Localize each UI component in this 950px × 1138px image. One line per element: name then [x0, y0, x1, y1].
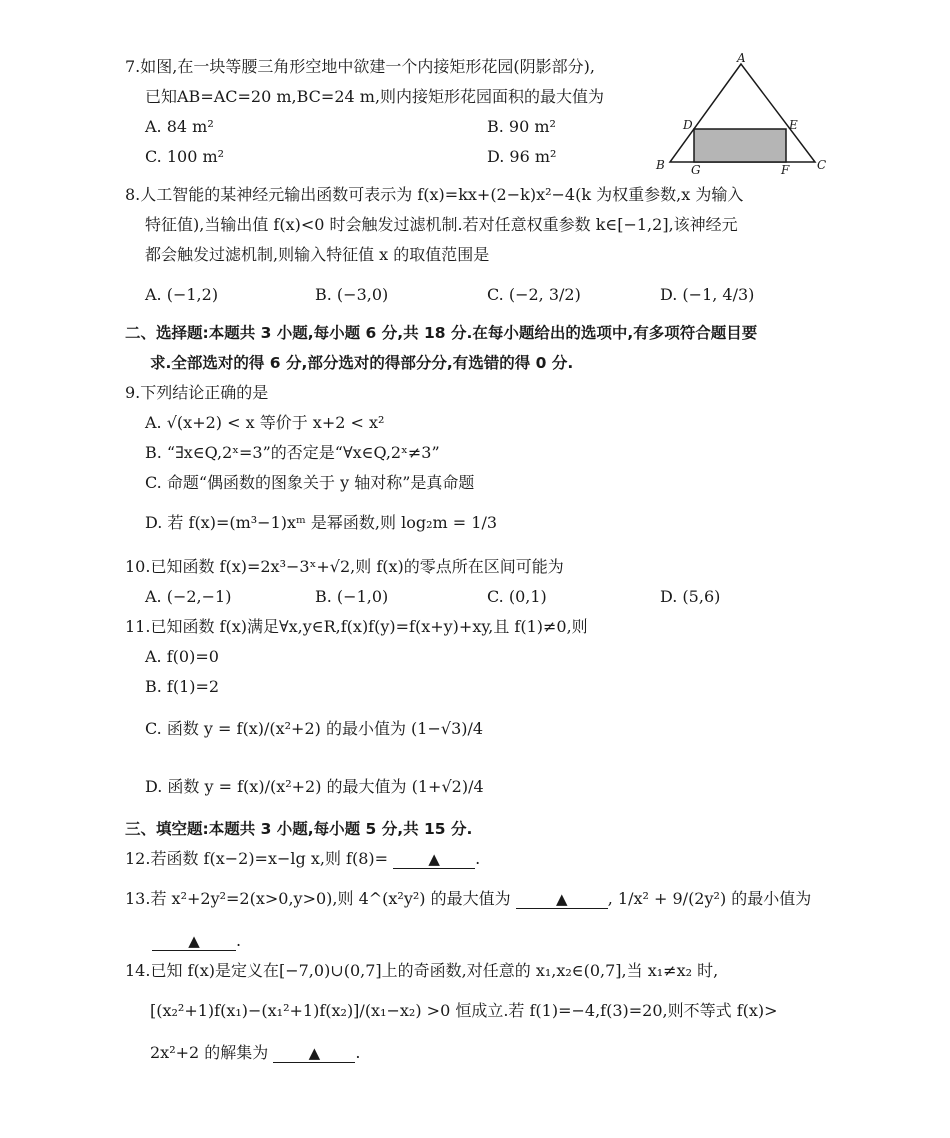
q8-option-a: A. (−1,2) — [145, 285, 219, 304]
q8-line3: 都会触发过滤机制,则输入特征值 x 的取值范围是 — [145, 245, 490, 264]
section3-heading: 三、填空题:本题共 3 小题,每小题 5 分,共 15 分. — [125, 820, 473, 838]
label-b: B — [656, 158, 665, 172]
triangle-marker-icon: ▲ — [555, 890, 568, 908]
q10-option-b: B. (−1,0) — [315, 587, 389, 606]
q10-stem: 10.已知函数 f(x)=2x³−3ˣ+√2,则 f(x)的零点所在区间可能为 — [125, 557, 564, 576]
shaded-rectangle — [694, 129, 786, 162]
q13-line2: ▲ . — [152, 930, 241, 952]
section2-heading-line2: 求.全部选对的得 6 分,部分选对的得部分分,有选错的得 0 分. — [150, 354, 574, 372]
q13-text: 13.若 x²+2y²=2(x>0,y>0),则 4^(x²y²) 的最大值为 ▲ , 1/x² + 9/(2y²) 的最小值为 — [125, 889, 812, 908]
q14-line3: 2x²+2 的解集为 ▲ . — [150, 1043, 361, 1062]
triangle-figure — [650, 52, 840, 177]
q11-option-d: D. 函数 y = f(x)/(x²+2) 的最大值为 (1+√2)/4 — [145, 777, 484, 796]
answer-blank-12[interactable] — [393, 850, 475, 869]
q9-option-d: D. 若 f(x)=(m³−1)xᵐ 是幂函数,则 log₂m = 1/3 — [145, 513, 498, 532]
q8-option-b: B. (−3,0) — [315, 285, 389, 304]
triangle-marker-icon: ▲ — [308, 1044, 321, 1062]
q7-option-c: C. 100 m² — [145, 147, 225, 166]
q7-option-b: B. 90 m² — [487, 117, 556, 136]
q7-option-d: D. 96 m² — [487, 147, 557, 166]
q12-text: 12.若函数 f(x−2)=x−lg x,则 f(8)= ▲ . — [125, 849, 481, 868]
label-g: G — [691, 163, 701, 177]
q7-line2: 已知AB=AC=20 m,BC=24 m,则内接矩形花园面积的最大值为 — [145, 87, 605, 106]
q10-option-a: A. (−2,−1) — [145, 587, 232, 606]
q7-line1: 7.如图,在一块等腰三角形空地中欲建一个内接矩形花园(阴影部分), — [125, 57, 595, 76]
triangle-marker-icon: ▲ — [428, 850, 440, 868]
q11-option-c: C. 函数 y = f(x)/(x²+2) 的最小值为 (1−√3)/4 — [145, 719, 484, 738]
answer-blank-13a[interactable] — [516, 890, 608, 909]
q9-option-b: B. “∃x∈Q,2ˣ=3”的否定是“∀x∈Q,2ˣ≠3” — [145, 443, 440, 462]
label-a: A — [737, 52, 746, 65]
q9-stem: 9.下列结论正确的是 — [125, 383, 269, 402]
q8-line2: 特征值),当输出值 f(x)<0 时会触发过滤机制.若对任意权重参数 k∈[−1,2],该神经元 — [145, 215, 738, 234]
q11-option-b: B. f(1)=2 — [145, 677, 220, 696]
label-c: C — [817, 158, 827, 172]
q8-option-d: D. (−1, 4/3) — [660, 285, 755, 304]
q9-option-c: C. 命题“偶函数的图象关于 y 轴对称”是真命题 — [145, 473, 475, 492]
label-d: D — [683, 118, 693, 132]
q10-option-c: C. (0,1) — [487, 587, 547, 606]
q11-option-a: A. f(0)=0 — [145, 647, 219, 666]
section2-heading-line1: 二、选择题:本题共 3 小题,每小题 6 分,共 18 分.在每小题给出的选项中,有多项符合题目要 — [125, 324, 758, 342]
q14-line2: [(x₂²+1)f(x₁)−(x₁²+1)f(x₂)]/(x₁−x₂) >0 恒成立.若 f(1)=−4,f(3)=20,则不等式 f(x)> — [150, 1001, 778, 1020]
label-e: E — [789, 118, 798, 132]
label-f: F — [781, 163, 790, 177]
answer-blank-13b[interactable] — [152, 932, 236, 951]
answer-blank-14[interactable] — [273, 1044, 355, 1063]
q7-option-a: A. 84 m² — [145, 117, 214, 136]
q8-line1: 8.人工智能的某神经元输出函数可表示为 f(x)=kx+(2−k)x²−4(k 为权重参数,x 为输入 — [125, 185, 744, 204]
triangle-marker-icon: ▲ — [188, 932, 200, 950]
q11-stem: 11.已知函数 f(x)满足∀x,y∈R,f(x)f(y)=f(x+y)+xy,且 f(1)≠0,则 — [125, 617, 588, 636]
q10-option-d: D. (5,6) — [660, 587, 721, 606]
q8-option-c: C. (−2, 3/2) — [487, 285, 581, 304]
q9-option-a: A. √(x+2) < x 等价于 x+2 < x² — [145, 413, 385, 432]
q14-line1: 14.已知 f(x)是定义在[−7,0)∪(0,7]上的奇函数,对任意的 x₁,x₂∈(0,7],当 x₁≠x₂ 时, — [125, 961, 719, 980]
